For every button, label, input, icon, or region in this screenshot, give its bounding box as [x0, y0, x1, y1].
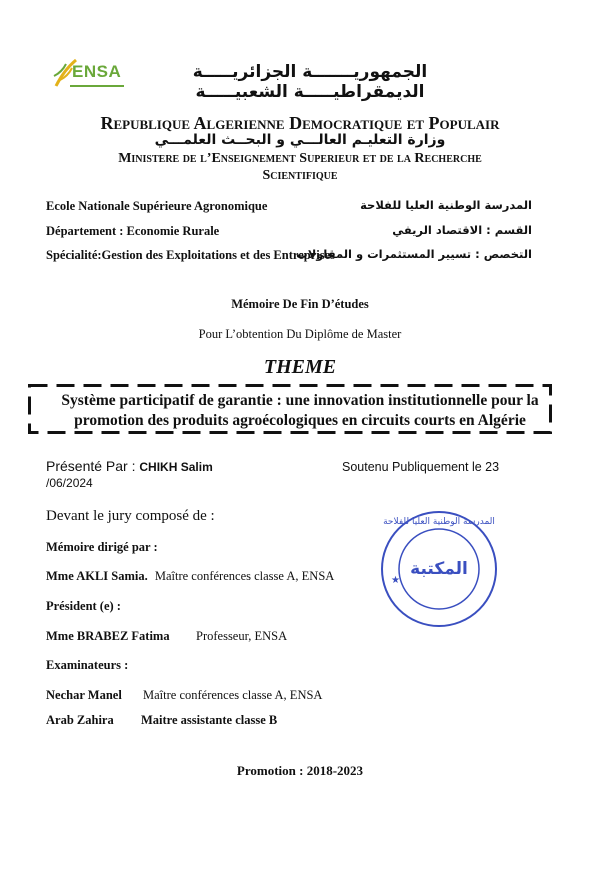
stamp-ring-text: المدرسة الوطنية العليا للفلاحة — [383, 517, 495, 527]
library-stamp — [378, 508, 500, 630]
jury-intro: Devant le jury composé de : — [46, 508, 215, 524]
department-fr: Département : Economie Rurale — [46, 224, 220, 238]
obtention-line: Pour L’obtention Du Diplôme de Master — [198, 327, 402, 341]
school-name-ar: المدرسة الوطنية العليا للفلاحة — [360, 198, 532, 212]
examiner-1-name: Nechar Manel — [46, 688, 122, 702]
presented-by — [46, 458, 213, 474]
specialty-fr: Spécialité:Gestion des Exploitations et des Entreprises — [46, 248, 336, 262]
director-name: Mme AKLI Samia. — [46, 569, 148, 583]
president-role: Professeur, ENSA — [196, 629, 288, 643]
theme-text — [40, 391, 560, 431]
president-label: Président (e) : — [46, 599, 121, 613]
student-name: CHIKH Salim — [139, 460, 213, 474]
specialty-ar: التخصص : تسيير المستثمرات و المقاولات — [296, 247, 532, 261]
school-name-fr: Ecole Nationale Supérieure Agronomique — [46, 199, 268, 213]
ensa-logo — [50, 56, 128, 90]
examiner-1-role: Maître conférences classe A, ENSA — [143, 688, 323, 702]
ministry-title — [40, 150, 560, 184]
defense-date-continuation: /06/2024 — [46, 476, 93, 490]
examiner-2-role: Maitre assistante classe B — [141, 713, 278, 727]
arabic-ministry-title: وزارة التعليـم العالـــي و البحــث العلمـــي — [154, 132, 446, 148]
memoire-title: Mémoire De Fin D’études — [231, 297, 369, 311]
presented-label: Présenté Par : — [46, 458, 140, 474]
department-ar: القسم : الاقتصاد الريفي — [392, 223, 532, 237]
stamp-center-text: المكتبة — [410, 559, 468, 579]
director-row — [46, 569, 334, 584]
examiners-label: Examinateurs : — [46, 658, 129, 672]
arabic-republic-title: الجمهوريـــــــة الجزائريـــــة الديمقراطيـــــة الشعبيـــــة — [192, 62, 428, 102]
president-name: Mme BRABEZ Fatima — [46, 629, 170, 643]
examiner-2-name: Arab Zahira — [46, 713, 114, 727]
director-role: Maître conférences classe A, ENSA — [154, 569, 335, 583]
star-icon: ★ — [391, 575, 400, 586]
logo-text: ENSA — [72, 62, 122, 81]
ministry-line-1: Ministere de l’Enseignement Superieur et de la Recherche — [118, 151, 482, 166]
theme-label: THEME — [263, 356, 337, 378]
republic-title: Republique Algerienne Democratique et Populair — [100, 113, 500, 133]
theme-line-1: Système participatif de garantie : une innovation institutionnelle pour la — [61, 392, 539, 409]
promotion: Promotion : 2018-2023 — [236, 763, 364, 778]
defense-text: Soutenu Publiquement le 23 — [342, 460, 500, 474]
director-label: Mémoire dirigé par : — [46, 540, 158, 554]
ministry-line-2: Scientifique — [262, 168, 338, 183]
theme-line-2: promotion des produits agroécologiques en circuits courts en Algérie — [74, 412, 526, 429]
